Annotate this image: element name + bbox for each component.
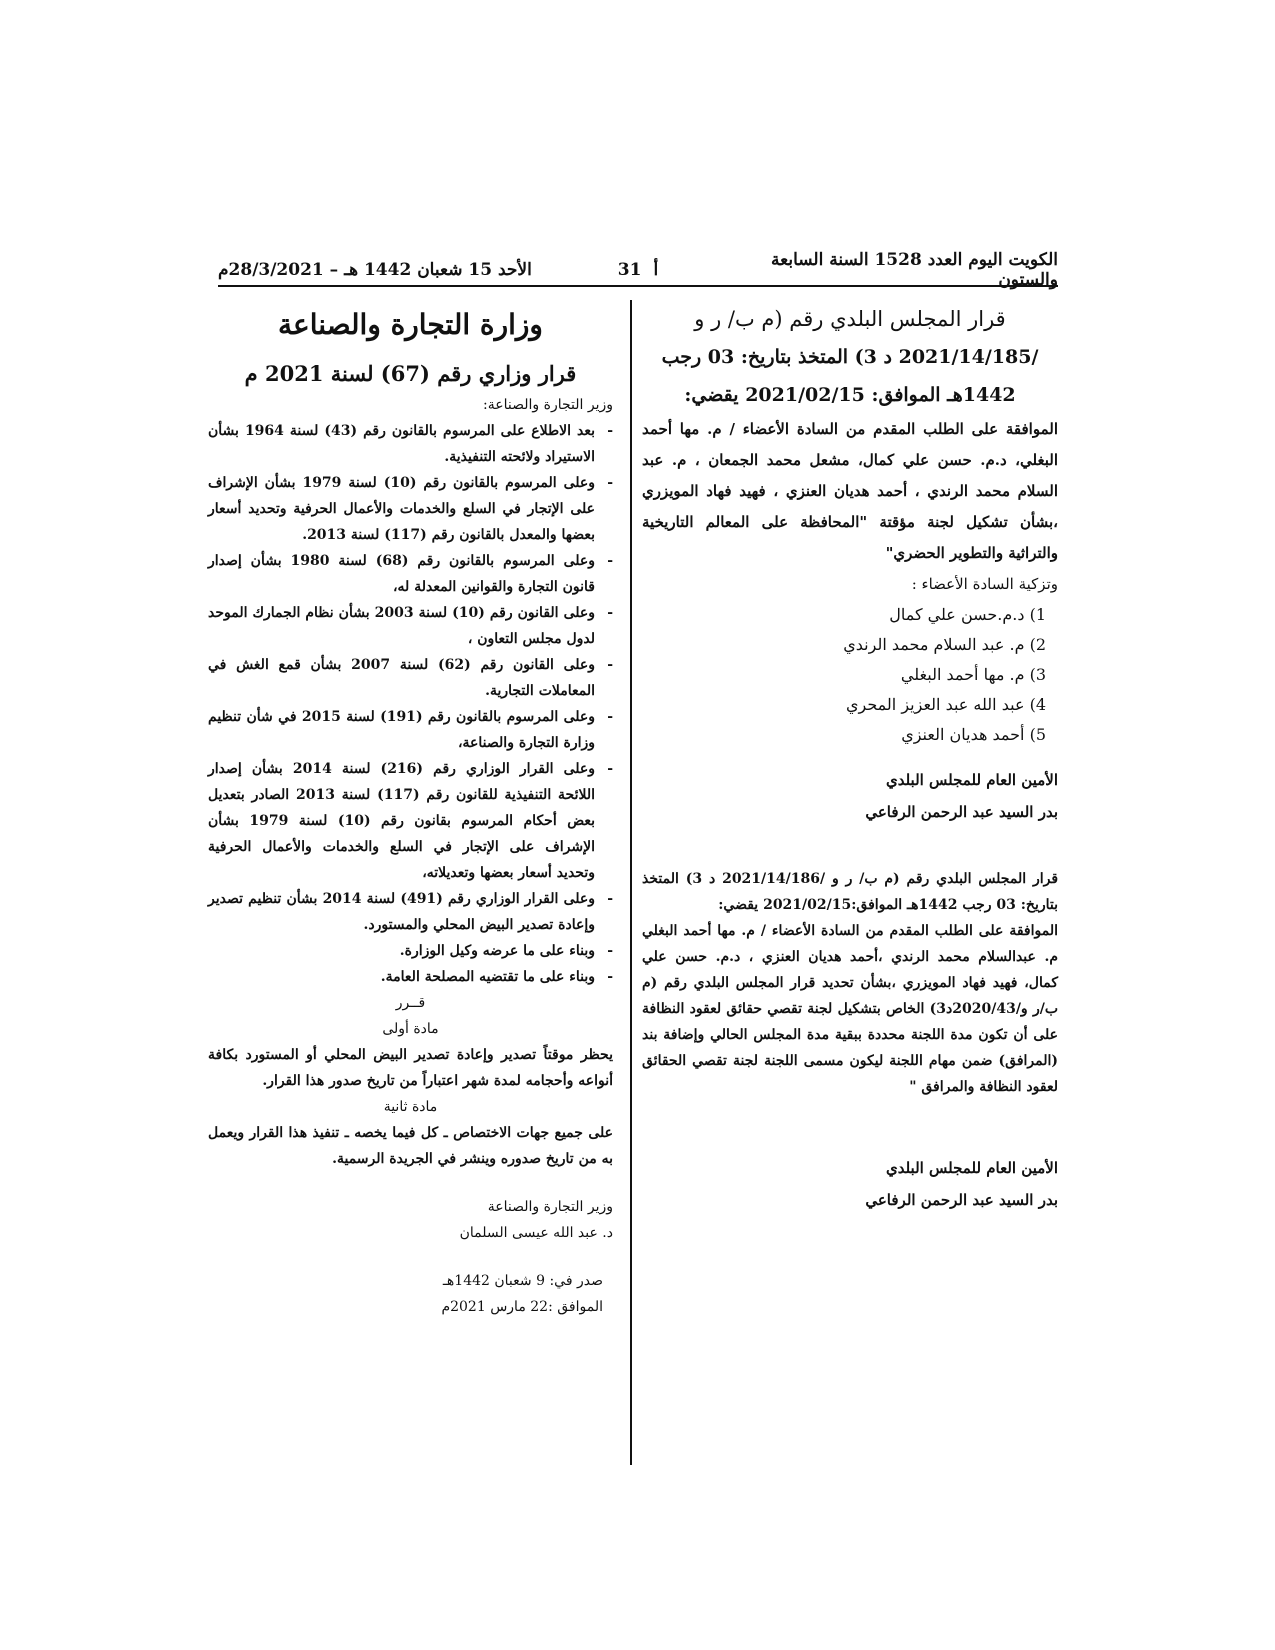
- preamble-item: - وبناء على ما تقتضيه المصلحة العامة.: [208, 964, 613, 990]
- decision-185-members-intro: وتزكية السادة الأعضاء :: [911, 575, 1058, 593]
- column-divider: [630, 300, 632, 1465]
- signature-title: الأمين العام للمجلس البلدي: [885, 1159, 1058, 1177]
- minister-signature-title: وزير التجارة والصناعة: [487, 1199, 613, 1215]
- header-issue-info: الكويت اليوم العدد 1528 السنة السابعة والستون: [771, 250, 1058, 290]
- preamble-item: - وعلى القرار الوزاري رقم (491) لسنة 2014 بشأن تنظيم تصدير وإعادة تصدير البيض المحلي والمستورد.: [208, 886, 613, 938]
- minister-intro: وزير التجارة والصناعة:: [483, 397, 613, 413]
- article-2-body: على جميع جهات الاختصاص ـ كل فيما يخصه ـ تنفيذ هذا القرار ويعمل به من تاريخ صدوره وينشر في الجريدة الرسمية.: [208, 1125, 613, 1167]
- issued-on-date: صدر في: 9 شعبان 1442هـ: [442, 1273, 603, 1289]
- spacer: [208, 1172, 613, 1194]
- page-header: [218, 250, 1058, 290]
- decision-185-signature: [642, 764, 1058, 828]
- corresponding-date: الموافق :22 مارس 2021م: [441, 1299, 603, 1315]
- member-item: 2) م. عبد السلام محمد الرندي: [843, 635, 1046, 654]
- decision-185-body: الموافقة على الطلب المقدم من السادة الأعضاء / م. مها أحمد البغلي، د.م. حسن علي كمال، مشعل محمد الجمعان ، م. عبد السلام محمد الرندي ، أحمد هديان العنزي ، فهيد فهاد المويزري ،بشأن تشكيل لجنة مؤقتة "المحافظة على المعالم التاريخية والتراثية والتطوير الحضري": [642, 420, 1058, 562]
- spacer: [642, 828, 1058, 866]
- member-item: 3) م. مها أحمد البغلي: [900, 665, 1046, 684]
- preamble-item: - وعلى المرسوم بالقانون رقم (68) لسنة 1980 بشأن إصدار قانون التجارة والقوانين المعدلة له،: [208, 548, 613, 600]
- article-1-body: يحظر موقتاً تصدير وإعادة تصدير البيض المحلي أو المستورد بكافة أنواعه وأحجامه لمدة شهر اعتباراً من تاريخ صدور هذا القرار.: [208, 1047, 613, 1089]
- preamble-item: - وعلى القانون رقم (10) لسنة 2003 بشأن نظام الجمارك الموحد لدول مجلس التعاون ،: [208, 600, 613, 652]
- preamble-item: - وعلى المرسوم بالقانون رقم (10) لسنة 1979 بشأن الإشراف على الإتجار في السلع والخدمات والأعمال الحرفية وتحديد أسعار بعضها والمعدل بالقانون رقم (117) لسنة 2013.: [208, 470, 613, 548]
- preamble-list: [208, 418, 613, 990]
- preamble-item: - وعلى القرار الوزاري رقم (216) لسنة 2014 بشأن إصدار اللائحة التنفيذية للقانون رقم (117) لسنة 2013 الصادر بتعديل بعض أحكام المرسوم بقانون رقم (10) لسنة 1979 بشأن الإشراف على الإتجار في السلع والخدمات والأعمال الحرفية وتحديد أسعار بعضها وتعديلاته،: [208, 756, 613, 886]
- header-page-number-group: [618, 260, 658, 280]
- ministry-title: وزارة التجارة والصناعة: [278, 308, 543, 341]
- preamble-item: - بعد الاطلاع على المرسوم بالقانون رقم (43) لسنة 1964 بشأن الاستيراد ولائحته التنفيذية.: [208, 418, 613, 470]
- decision-186-body: الموافقة على الطلب المقدم من السادة الأعضاء / م. مها أحمد البغلي م. عبدالسلام محمد الرندي ،أحمد هديان العنزي ، د.م. حسن علي كمال، فهيد فهاد المويزري ،بشأن تحديد قرار المجلس البلدي رقم (م ب/ر و/2020/43د3) الخاص بتشكيل لجنة تقصي حقائق لعقود النظافة على أن تكون مدة اللجنة محددة ببقية مدة المجلس الحالي وإضافة بند (المرافق) ضمن مهام اللجنة ليكون مسمى اللجنة لجنة تقصي الحقائق لعقود النظافة والمرافق ": [642, 923, 1058, 1095]
- signature-name: بدر السيد عبد الرحمن الرفاعي: [865, 1191, 1058, 1209]
- member-item: 5) أحمد هديان العنزي: [901, 725, 1046, 744]
- decision-185-title-line-1: قرار المجلس البلدي رقم (م ب/ ر و: [694, 307, 1006, 331]
- decided-heading: قــرر: [395, 995, 426, 1011]
- ministerial-decision-title: قرار وزاري رقم (67) لسنة 2021 م: [244, 361, 577, 386]
- preamble-item: - وعلى القانون رقم (62) لسنة 2007 بشأن قمع الغش في المعاملات التجارية.: [208, 652, 613, 704]
- header-page-mark: أ: [653, 260, 659, 280]
- decision-186-signature: [642, 1152, 1058, 1216]
- article-1-title: مادة أولى: [382, 1021, 439, 1037]
- decision-185-title-line-2: /2021/14/185 د 3) المتخذ بتاريخ: 03 رجب: [661, 346, 1039, 368]
- header-page-number: 31: [617, 260, 642, 280]
- spacer: [208, 1246, 613, 1268]
- preamble-item: - وبناء على ما عرضه وكيل الوزارة.: [208, 938, 613, 964]
- left-column: [208, 300, 613, 1320]
- preamble-item: - وعلى المرسوم بالقانون رقم (191) لسنة 2015 في شأن تنظيم وزارة التجارة والصناعة،: [208, 704, 613, 756]
- member-item: 1) د.م.حسن علي كمال: [889, 605, 1046, 624]
- signature-title: الأمين العام للمجلس البلدي: [885, 771, 1058, 789]
- minister-signature-name: د. عبد الله عيسى السلمان: [459, 1225, 613, 1241]
- decision-185-members-list: [642, 600, 1058, 750]
- signature-name: بدر السيد عبد الرحمن الرفاعي: [865, 803, 1058, 821]
- decision-186-heading: قرار المجلس البلدي رقم (م ب/ ر و /2021/14/186 د 3) المتخذ بتاريخ: 03 رجب 1442هـ الموافق:2021/02/15 يقضي:: [642, 871, 1059, 913]
- header-date: الأحد 15 شعبان 1442 هـ – 28/3/2021م: [218, 260, 532, 280]
- spacer: [642, 1100, 1058, 1138]
- right-column: [642, 300, 1058, 1216]
- member-item: 4) عبد الله عبد العزيز المحري: [846, 695, 1046, 714]
- decision-185-title-line-3: 1442هـ الموافق: 2021/02/15 يقضي:: [684, 384, 1016, 406]
- article-2-title: مادة ثانية: [383, 1099, 438, 1115]
